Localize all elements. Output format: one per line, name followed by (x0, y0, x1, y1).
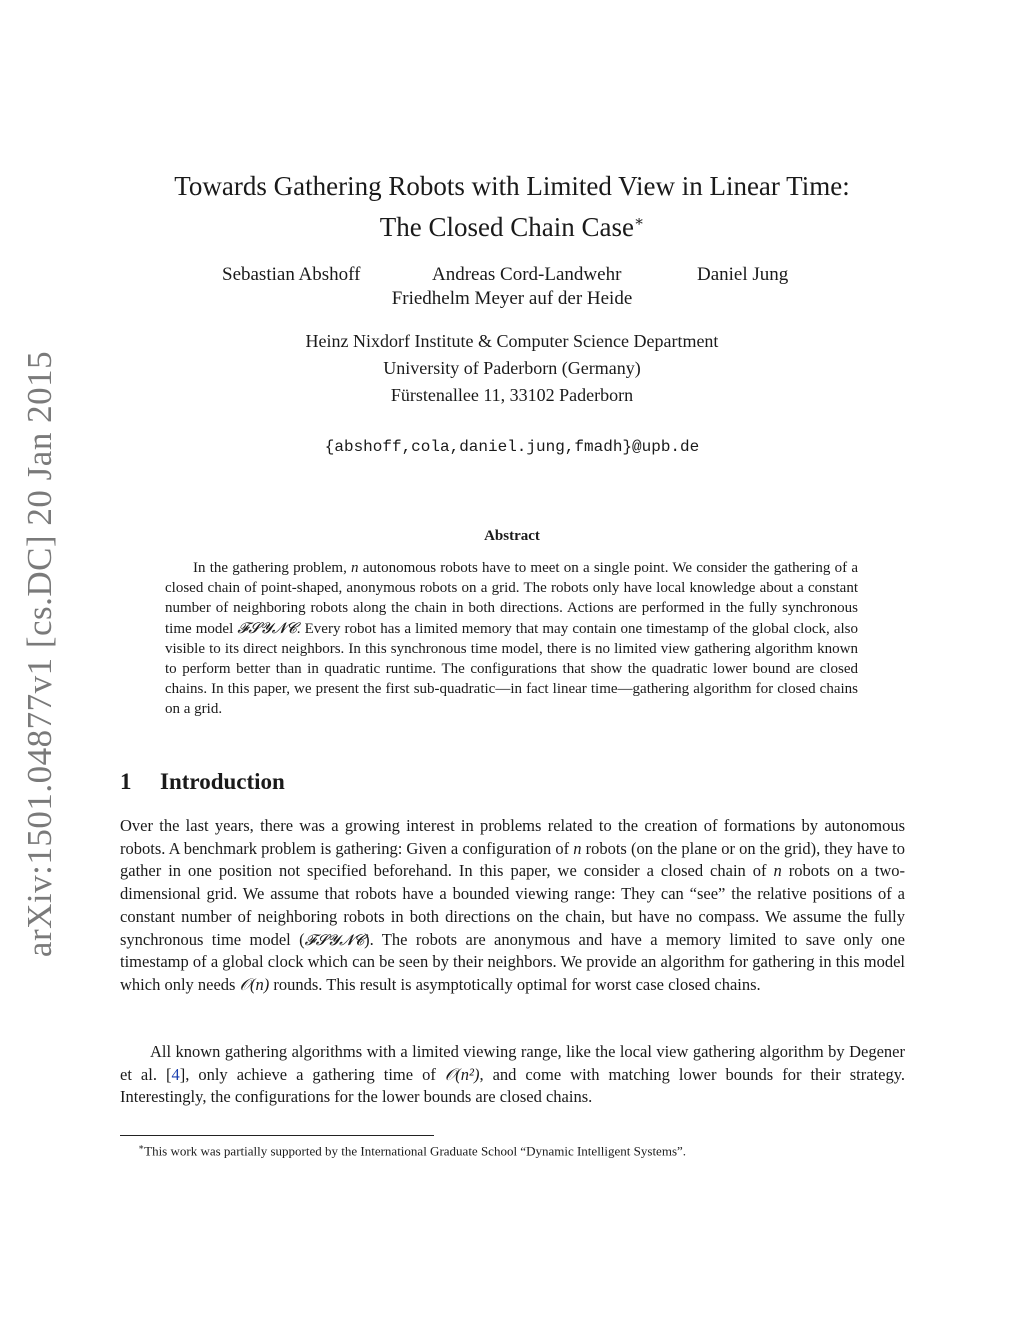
p1-var-n-1: n (573, 838, 582, 858)
arxiv-stamp-text: arXiv:1501.04877v1 [cs.DC] 20 Jan 2015 (20, 350, 59, 958)
affiliation-line-3: Fürstenallee 11, 33102 Paderborn (390, 385, 634, 405)
abstract-text-3: . Every robot has a limited memory that may contain one timestamp of the global clock, also visible to its direct neighbors. In this synchronous time model, there is no limited view gathering algorithm known to perform better than in quadratic runtime. The configurations that show the quadratic lower bound are closed chains. In this paper, we present the first sub-quadratic—in fact linear time—gathering algorithm for closed chains on a grid. (165, 621, 858, 717)
author-emails: {abshoff,cola,daniel.jung,fmadh}@upb.de (324, 438, 700, 456)
affiliation (100, 328, 924, 409)
title-line-1: Towards Gathering Robots with Limited View in Linear Time: (174, 171, 850, 201)
author-2: Andreas Cord-Landwehr (432, 264, 622, 285)
section-number: 1 (120, 769, 132, 794)
author-1: Sebastian Abshoff (222, 264, 361, 285)
abstract-body (165, 558, 858, 719)
arxiv-stamp (4, 350, 76, 958)
p1-text-b: robots (on the plane or on the grid), they have to gather in one position not specified beforehand. In this paper, we consider a closed chain of (120, 838, 905, 881)
p1-fsync: 𝓕𝓢𝓨𝓝𝓒 (304, 930, 365, 949)
paper-title (100, 168, 924, 245)
title-footnote-marker: ∗ (634, 214, 645, 230)
author-4: Friedhelm Meyer auf der Heide (391, 288, 633, 309)
affiliation-line-1: Heinz Nixdorf Institute & Computer Science Department (305, 331, 719, 351)
p1-text-c: robots on a two-dimensional grid. We assume that robots have a bounded viewing range: They can “see” the relative positions of a constant number of neighboring robots in both directions on the chain, but have no compass. We assume the fully synchronous time model ( (120, 861, 905, 949)
section-heading (120, 769, 285, 795)
abstract-text-2: autonomous robots have to meet on a single point. We consider the gathering of a closed chain of point-shaped, anonymous robots on a grid. The robots only have local knowledge about a constant number of neighboring robots along the chain in both directions. Actions are performed in the fully synchronous time model (165, 560, 858, 637)
affiliation-line-2: University of Paderborn (Germany) (383, 358, 641, 378)
section-title: Introduction (160, 769, 285, 794)
p1-text-e: rounds. This result is asymptotically optimal for worst case closed chains. (269, 974, 761, 994)
p1-text-d: ). The robots are anonymous and have a memory limited to save only one timestamp of a global clock which can be seen by their neighbors. We provide an algorithm for gathering in this model which only needs (120, 929, 905, 994)
intro-paragraph-2 (120, 1041, 905, 1109)
abstract-fsync: 𝓕𝓢𝓨𝓝𝓒 (237, 619, 297, 637)
abstract-text-1: In the gathering problem, (193, 560, 352, 576)
p2-text-b: ], only achieve a gathering time of (179, 1064, 445, 1084)
p1-text-a: Over the last years, there was a growing interest in problems related to the creation of formations by autonomous robots. A benchmark problem is gathering: Given a configuration of (120, 816, 905, 858)
footnote-rule (120, 1135, 434, 1136)
citation-link[interactable]: 4 (171, 1064, 180, 1084)
p2-text-c: , and come with matching lower bounds for their strategy. Interestingly, the configurations for the lower bounds are closed chains. (120, 1064, 905, 1107)
p2-big-o: 𝒪(n²) (444, 1064, 480, 1084)
footnote-text: This work was partially supported by the International Graduate School “Dynamic Intelligent Systems”. (144, 1143, 687, 1159)
author-3: Daniel Jung (697, 264, 789, 285)
intro-paragraph-1 (120, 815, 905, 997)
abstract-var-n: n (351, 560, 359, 576)
title-line-2 (100, 204, 924, 245)
abstract-heading: Abstract (484, 528, 540, 544)
title-line-2-text: The Closed Chain Case (379, 212, 634, 242)
p2-text-a: All known gathering algorithms with a limited viewing range, like the local view gathering algorithm by Degener et al. [ (120, 1042, 905, 1084)
footnote-marker: ∗ (138, 1142, 145, 1152)
p1-var-n-2: n (773, 861, 782, 881)
footnote (120, 1142, 923, 1159)
p1-big-o: 𝒪(n) (239, 974, 270, 994)
